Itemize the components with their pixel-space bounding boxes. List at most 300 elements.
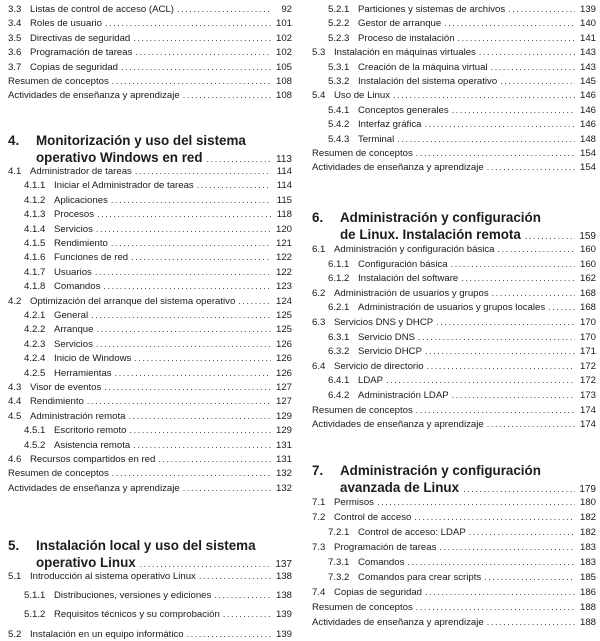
toc-entry-number: 6.1.2 xyxy=(328,273,350,285)
dot-leader xyxy=(112,467,271,479)
toc-entry-title: Resumen de conceptos xyxy=(312,404,413,416)
dot-leader xyxy=(183,482,271,494)
toc-entry-title: Requisitos técnicos y su comprobación xyxy=(54,609,220,621)
toc-entry-number: 7.4 xyxy=(312,587,326,598)
toc-entry-number: 5.1 xyxy=(8,571,22,582)
dot-leader xyxy=(115,367,271,379)
dot-leader xyxy=(96,223,271,235)
toc-entry-page: 143 xyxy=(579,47,596,59)
toc-entry-resumen-de-conceptos[interactable] xyxy=(312,147,596,160)
toc-entry-number: 5.3 xyxy=(312,47,326,59)
toc-entry-title: Aplicaciones xyxy=(54,194,108,206)
toc-entry-page: 162 xyxy=(579,273,596,285)
toc-entry-4-2-3[interactable] xyxy=(8,338,292,351)
toc-entry-page: 121 xyxy=(275,238,292,249)
toc-entry-title: Resumen de conceptos xyxy=(312,602,413,613)
toc-entry-page: 174 xyxy=(579,404,596,416)
toc-entry-page: 125 xyxy=(275,324,292,336)
toc-entry-page: 160 xyxy=(579,258,596,270)
toc-entry-title: Servicios xyxy=(54,338,93,350)
toc-entry-page: 132 xyxy=(275,482,292,494)
toc-entry-resumen-de-conceptos[interactable] xyxy=(8,467,292,480)
toc-entry-3-7[interactable] xyxy=(8,61,292,74)
toc-entry-4-2-4[interactable] xyxy=(8,352,292,365)
toc-entry-7-1[interactable] xyxy=(312,496,596,509)
dot-leader xyxy=(487,161,575,173)
dot-leader xyxy=(508,3,575,15)
chapter-heading[interactable] xyxy=(312,209,596,245)
toc-entry-page: 139 xyxy=(275,628,292,640)
dot-leader xyxy=(238,295,271,307)
toc-entry-number: 5.2.1 xyxy=(328,4,350,15)
toc-entry-page: 126 xyxy=(275,367,292,379)
toc-entry-title: Actividades de enseñanza y aprendizaje xyxy=(312,419,484,431)
toc-entry-actividades-de-ensenanza-y-aprendizaje[interactable] xyxy=(312,418,596,431)
toc-entry-5-4-1[interactable] xyxy=(312,104,596,117)
dot-leader xyxy=(199,570,271,582)
toc-entry-title: Actividades de enseñanza y aprendizaje xyxy=(8,90,180,102)
toc-entry-title: Instalación del sistema operativo xyxy=(358,76,498,87)
toc-entry-5-2-1[interactable] xyxy=(312,3,596,16)
toc-entry-page: 138 xyxy=(275,571,292,582)
toc-entry-page: 129 xyxy=(275,410,292,422)
toc-entry-title: Terminal xyxy=(358,133,395,145)
dot-leader xyxy=(111,194,271,206)
toc-entry-title: Control de acceso xyxy=(334,512,412,523)
toc-entry-4-1-7[interactable] xyxy=(8,266,292,279)
toc-entry-4-3[interactable] xyxy=(8,381,292,394)
toc-entry-6-1-1[interactable] xyxy=(312,258,596,271)
toc-entry-title: Actividades de enseñanza y aprendizaje xyxy=(312,162,484,174)
chapter-page: 179 xyxy=(579,484,596,495)
toc-entry-page: 123 xyxy=(275,281,292,293)
toc-entry-number: 3.4 xyxy=(8,18,22,30)
toc-entry-title: Conceptos generales xyxy=(358,104,449,116)
toc-entry-page: 183 xyxy=(579,542,596,553)
toc-entry-number: 7.1 xyxy=(312,497,326,508)
toc-entry-number: 5.1.2 xyxy=(24,609,46,621)
toc-entry-4-2-1[interactable] xyxy=(8,309,292,322)
dot-leader xyxy=(397,133,575,145)
toc-entry-6-3[interactable] xyxy=(312,316,596,329)
toc-entry-actividades-de-ensenanza-y-aprendizaje[interactable] xyxy=(8,482,292,495)
toc-entry-4-1-5[interactable] xyxy=(8,237,292,250)
chapter-title-line2: operativo Linux xyxy=(36,555,136,570)
dot-leader xyxy=(214,589,271,601)
dot-leader xyxy=(133,439,271,451)
toc-entry-page: 182 xyxy=(579,527,596,538)
toc-entry-page: 170 xyxy=(579,331,596,343)
toc-entry-page: 146 xyxy=(579,119,596,131)
toc-entry-5-2-3[interactable] xyxy=(312,32,596,45)
chapter-title-line1: Administración y configuración xyxy=(340,210,541,225)
toc-entry-resumen-de-conceptos[interactable] xyxy=(8,75,292,88)
toc-entry-title: Procesos xyxy=(54,209,94,221)
dot-leader xyxy=(91,309,271,321)
toc-entry-5-1-2[interactable] xyxy=(8,608,292,621)
toc-entry-page: 186 xyxy=(579,587,596,598)
toc-entry-3-5[interactable] xyxy=(8,32,292,45)
dot-leader xyxy=(197,179,271,191)
toc-entry-4-1-8[interactable] xyxy=(8,280,292,293)
toc-entry-4-1-6[interactable] xyxy=(8,251,292,264)
toc-entry-title: Actividades de enseñanza y aprendizaje xyxy=(8,482,180,494)
toc-entry-4-6[interactable] xyxy=(8,453,292,466)
dot-leader xyxy=(416,601,575,613)
toc-entry-number: 6.3.1 xyxy=(328,331,350,343)
toc-entry-title: Resumen de conceptos xyxy=(312,148,413,159)
dot-leader xyxy=(469,526,575,538)
dot-leader xyxy=(436,316,575,328)
toc-entry-number: 7.2 xyxy=(312,512,326,523)
chapter-page: 159 xyxy=(579,231,596,242)
toc-entry-page: 146 xyxy=(579,104,596,116)
toc-entry-page: 143 xyxy=(579,61,596,73)
toc-entry-4-1-3[interactable] xyxy=(8,208,292,221)
toc-entry-number: 5.3.1 xyxy=(328,61,350,73)
toc-entry-page: 141 xyxy=(579,32,596,44)
toc-entry-4-2-5[interactable] xyxy=(8,367,292,380)
dot-leader xyxy=(131,251,271,263)
toc-entry-number: 6.4.1 xyxy=(328,375,350,387)
toc-entry-number: 4.1.3 xyxy=(24,209,46,221)
toc-entry-number: 5.4.1 xyxy=(328,104,350,116)
toc-entry-number: 6.4.2 xyxy=(328,390,350,401)
toc-entry-resumen-de-conceptos[interactable] xyxy=(312,601,596,614)
dot-leader xyxy=(112,75,271,87)
toc-entry-6-3-2[interactable] xyxy=(312,345,596,358)
toc-entry-5-1[interactable] xyxy=(8,570,292,583)
toc-entry-number: 4.1.7 xyxy=(24,266,46,278)
toc-entry-page: 102 xyxy=(275,32,292,44)
chapter-number: 4. xyxy=(8,133,20,148)
toc-entry-number: 4.3 xyxy=(8,382,22,393)
toc-entry-page: 160 xyxy=(579,244,596,255)
toc-entry-page: 173 xyxy=(579,390,596,401)
toc-entry-number: 5.4.3 xyxy=(328,133,350,145)
toc-entry-5-4-2[interactable] xyxy=(312,118,596,131)
toc-entry-title: Interfaz gráfica xyxy=(358,119,422,131)
toc-entry-page: 185 xyxy=(579,572,596,583)
toc-entry-number: 4.5 xyxy=(8,410,22,422)
dot-leader xyxy=(183,89,271,101)
toc-entry-page: 174 xyxy=(579,419,596,431)
toc-entry-title: Optimización del arranque del sistema operativo xyxy=(30,295,236,307)
toc-entry-4-5-1[interactable] xyxy=(8,424,292,437)
toc-entry-number: 5.2.2 xyxy=(328,18,350,30)
toc-entry-4-2[interactable] xyxy=(8,295,292,308)
toc-entry-number: 7.3.2 xyxy=(328,572,350,583)
toc-entry-title: Administrador de tareas xyxy=(30,166,132,177)
toc-entry-title: Programación de tareas xyxy=(334,542,437,553)
dot-leader xyxy=(487,616,575,628)
toc-entry-5-2-2[interactable] xyxy=(312,17,596,30)
dot-leader xyxy=(425,345,575,357)
toc-entry-title: Herramientas xyxy=(54,367,112,379)
toc-entry-title: Funciones de red xyxy=(54,252,129,264)
toc-entry-page: 148 xyxy=(579,133,596,145)
toc-entry-page: 108 xyxy=(275,90,292,102)
toc-entry-4-4[interactable] xyxy=(8,395,292,408)
toc-entry-number: 5.2.3 xyxy=(328,32,350,44)
dot-leader xyxy=(492,287,575,299)
toc-entry-6-4-2[interactable] xyxy=(312,389,596,402)
dot-leader xyxy=(416,404,575,416)
toc-entry-number: 4.6 xyxy=(8,454,22,465)
toc-entry-number: 7.3 xyxy=(312,542,326,553)
dot-leader xyxy=(479,46,575,58)
toc-entry-page: 170 xyxy=(579,317,596,328)
toc-entry-title: Control de acceso: LDAP xyxy=(358,527,466,538)
toc-entry-resumen-de-conceptos[interactable] xyxy=(312,404,596,417)
toc-entry-4-5-2[interactable] xyxy=(8,439,292,452)
dot-leader xyxy=(491,61,575,73)
toc-entry-title: Copias de seguridad xyxy=(30,61,119,73)
toc-entry-page: 182 xyxy=(579,512,596,523)
dot-leader xyxy=(134,352,271,364)
chapter-title-line1: Monitorización y uso del sistema xyxy=(36,133,246,148)
toc-entry-title: Resumen de conceptos xyxy=(8,468,109,480)
toc-entry-page: 127 xyxy=(275,382,292,393)
dot-leader xyxy=(187,628,271,640)
toc-entry-4-2-2[interactable] xyxy=(8,323,292,336)
toc-entry-page: 92 xyxy=(281,4,292,15)
dot-leader xyxy=(427,360,575,372)
toc-entry-number: 6.2.1 xyxy=(328,302,350,314)
toc-entry-6-1-2[interactable] xyxy=(312,272,596,285)
dot-leader xyxy=(135,165,271,177)
toc-entry-number: 4.2 xyxy=(8,295,22,307)
toc-entry-page: 101 xyxy=(275,18,292,30)
toc-entry-title: LDAP xyxy=(358,375,384,387)
toc-entry-title: Instalación en un equipo informático xyxy=(30,628,184,640)
toc-entry-page: 105 xyxy=(275,61,292,73)
toc-entry-4-1-4[interactable] xyxy=(8,223,292,236)
dot-leader xyxy=(418,331,575,343)
toc-entry-6-3-1[interactable] xyxy=(312,331,596,344)
toc-entry-6-4[interactable] xyxy=(312,360,596,373)
toc-entry-title: Servicio DHCP xyxy=(358,346,422,358)
chapter-heading[interactable] xyxy=(8,132,292,168)
toc-entry-number: 4.5.1 xyxy=(24,425,46,437)
dot-leader xyxy=(104,381,271,393)
dot-leader xyxy=(484,571,575,583)
dot-leader xyxy=(386,374,575,386)
dot-leader xyxy=(97,208,271,220)
toc-entry-title: Instalación en máquinas virtuales xyxy=(334,47,476,59)
toc-entry-page: 127 xyxy=(275,396,292,408)
toc-entry-page: 168 xyxy=(579,302,596,314)
toc-entry-title: Listas de control de acceso (ACL) xyxy=(30,4,174,15)
toc-entry-actividades-de-ensenanza-y-aprendizaje[interactable] xyxy=(312,161,596,174)
toc-entry-page: 180 xyxy=(579,497,596,508)
toc-entry-title: Introducción al sistema operativo Linux xyxy=(30,571,196,582)
toc-entry-page: 183 xyxy=(579,557,596,568)
toc-entry-title: Programación de tareas xyxy=(30,47,133,59)
toc-entry-6-2-1[interactable] xyxy=(312,301,596,314)
toc-entry-title: Actividades de enseñanza y aprendizaje xyxy=(312,617,484,628)
toc-entry-title: Distribuciones, versiones y ediciones xyxy=(54,590,212,602)
toc-entry-page: 140 xyxy=(579,18,596,30)
toc-entry-title: Servicio DNS xyxy=(358,331,416,343)
toc-entry-page: 124 xyxy=(275,295,292,307)
toc-entry-page: 125 xyxy=(275,310,292,321)
toc-entry-4-1-1[interactable] xyxy=(8,179,292,192)
chapter-heading[interactable] xyxy=(8,537,292,573)
toc-entry-title: Configuración básica xyxy=(358,258,448,270)
toc-entry-number: 4.4 xyxy=(8,396,22,408)
toc-entry-5-4[interactable] xyxy=(312,89,596,102)
toc-entry-page: 131 xyxy=(275,454,292,465)
dot-leader xyxy=(103,280,271,292)
toc-entry-title: Servicio de directorio xyxy=(334,360,424,372)
toc-entry-page: 114 xyxy=(276,166,292,177)
toc-entry-page: 114 xyxy=(276,180,292,192)
toc-entry-number: 5.4.2 xyxy=(328,119,350,131)
toc-entry-number: 6.2 xyxy=(312,287,326,299)
toc-entry-title: Inicio de Windows xyxy=(54,353,132,365)
toc-entry-number: 6.1 xyxy=(312,244,326,255)
chapter-number: 7. xyxy=(312,463,324,478)
toc-entry-5-3-2[interactable] xyxy=(312,75,596,88)
chapter-heading[interactable] xyxy=(312,462,596,498)
toc-entry-title: Servicios xyxy=(54,223,93,235)
toc-entry-title: Gestor de arranque xyxy=(358,18,442,30)
chapter-title-line1: Instalación local y uso del sistema xyxy=(36,538,256,553)
toc-entry-5-3[interactable] xyxy=(312,46,596,59)
toc-entry-title: Servicios DNS y DHCP xyxy=(334,317,434,328)
toc-entry-title: Asistencia remota xyxy=(54,439,131,451)
toc-entry-title: Uso de Linux xyxy=(334,90,390,102)
dot-leader xyxy=(128,410,271,422)
toc-entry-title: Comandos para crear scripts xyxy=(358,572,482,583)
dot-leader xyxy=(105,17,271,29)
toc-entry-number: 7.2.1 xyxy=(328,527,350,538)
dot-leader xyxy=(424,118,575,130)
toc-entry-title: Particiones y sistemas de archivos xyxy=(358,4,506,15)
toc-entry-title: Rendimiento xyxy=(54,238,108,249)
toc-entry-6-4-1[interactable] xyxy=(312,374,596,387)
toc-entry-number: 3.7 xyxy=(8,61,22,73)
dot-leader xyxy=(96,338,271,350)
toc-entry-title: Escritorio remoto xyxy=(54,425,127,437)
toc-entry-actividades-de-ensenanza-y-aprendizaje[interactable] xyxy=(8,89,292,102)
toc-entry-page: 132 xyxy=(275,468,292,480)
toc-entry-number: 7.3.1 xyxy=(328,557,350,568)
toc-entry-title: Administración de usuarios y grupos xyxy=(334,287,489,299)
dot-leader xyxy=(425,586,575,598)
toc-entry-3-4[interactable] xyxy=(8,17,292,30)
toc-entry-page: 122 xyxy=(275,252,292,264)
dot-leader xyxy=(487,418,575,430)
toc-entry-7-2[interactable] xyxy=(312,511,596,524)
toc-entry-number: 3.3 xyxy=(8,4,22,15)
toc-entry-page: 122 xyxy=(275,266,292,278)
toc-entry-number: 4.1.6 xyxy=(24,252,46,264)
dot-leader xyxy=(452,104,575,116)
dot-leader xyxy=(452,389,575,401)
toc-entry-page: 131 xyxy=(275,439,292,451)
toc-entry-7-4[interactable] xyxy=(312,586,596,599)
toc-entry-page: 172 xyxy=(579,375,596,387)
dot-leader xyxy=(111,237,271,249)
dot-leader xyxy=(95,266,271,278)
toc-entry-number: 6.3.2 xyxy=(328,346,350,358)
dot-leader xyxy=(416,147,575,159)
toc-entry-page: 120 xyxy=(275,223,292,235)
toc-entry-5-2[interactable] xyxy=(8,628,292,641)
toc-entry-5-1-1[interactable] xyxy=(8,589,292,602)
toc-entry-number: 5.4 xyxy=(312,90,326,102)
toc-entry-number: 3.6 xyxy=(8,47,22,59)
toc-entry-actividades-de-ensenanza-y-aprendizaje[interactable] xyxy=(312,616,596,629)
toc-entry-title: Administración remota xyxy=(30,410,126,422)
dot-leader xyxy=(548,301,575,313)
toc-entry-3-6[interactable] xyxy=(8,46,292,59)
toc-entry-7-3-1[interactable] xyxy=(312,556,596,569)
toc-entry-page: 108 xyxy=(275,76,292,87)
dot-leader xyxy=(414,511,575,523)
toc-entry-6-1[interactable] xyxy=(312,243,596,256)
toc-entry-number: 4.5.2 xyxy=(24,439,46,451)
dot-leader xyxy=(87,395,271,407)
toc-entry-7-3[interactable] xyxy=(312,541,596,554)
toc-entry-page: 188 xyxy=(579,602,596,613)
toc-entry-4-5[interactable] xyxy=(8,410,292,423)
toc-entry-number: 6.4 xyxy=(312,360,326,372)
toc-entry-4-1-2[interactable] xyxy=(8,194,292,207)
toc-entry-number: 4.2.4 xyxy=(24,353,46,365)
toc-entry-5-4-3[interactable] xyxy=(312,133,596,146)
dot-leader xyxy=(177,3,271,15)
toc-entry-title: Administración de usuarios y grupos locales xyxy=(358,302,546,314)
dot-leader xyxy=(223,608,271,620)
toc-entry-page: 138 xyxy=(275,590,292,602)
toc-entry-number: 6.3 xyxy=(312,317,326,328)
toc-entry-number: 4.2.2 xyxy=(24,324,46,336)
dot-leader xyxy=(133,32,271,44)
toc-entry-page: 171 xyxy=(579,346,596,358)
dot-leader xyxy=(135,46,271,58)
toc-entry-title: Creación de la máquina virtual xyxy=(358,61,488,73)
toc-entry-number: 5.1.1 xyxy=(24,590,46,602)
toc-entry-page: 188 xyxy=(579,617,596,628)
toc-entry-3-3[interactable] xyxy=(8,3,292,16)
chapter-page: 137 xyxy=(275,559,292,570)
toc-entry-page: 145 xyxy=(579,76,596,87)
dot-leader xyxy=(130,424,271,436)
toc-entry-number: 5.2 xyxy=(8,628,22,640)
toc-entry-number: 6.1.1 xyxy=(328,258,350,270)
chapter-page: 113 xyxy=(276,154,292,165)
toc-entry-page: 154 xyxy=(579,162,596,174)
toc-entry-number: 4.1.4 xyxy=(24,223,46,235)
toc-entry-7-2-1[interactable] xyxy=(312,526,596,539)
toc-entry-page: 118 xyxy=(276,209,292,221)
toc-entry-title: Administración y configuración básica xyxy=(334,244,495,255)
toc-entry-6-2[interactable] xyxy=(312,287,596,300)
chapter-number: 5. xyxy=(8,538,20,553)
toc-entry-4-1[interactable] xyxy=(8,165,292,178)
dot-leader xyxy=(500,75,575,87)
toc-entry-number: 4.1 xyxy=(8,166,22,177)
chapter-title-line2: operativo Windows en red xyxy=(36,150,203,165)
toc-entry-page: 102 xyxy=(275,47,292,59)
toc-entry-7-3-2[interactable] xyxy=(312,571,596,584)
toc-entry-5-3-1[interactable] xyxy=(312,61,596,74)
dot-leader xyxy=(461,272,575,284)
toc-entry-title: Roles de usuario xyxy=(30,18,102,30)
